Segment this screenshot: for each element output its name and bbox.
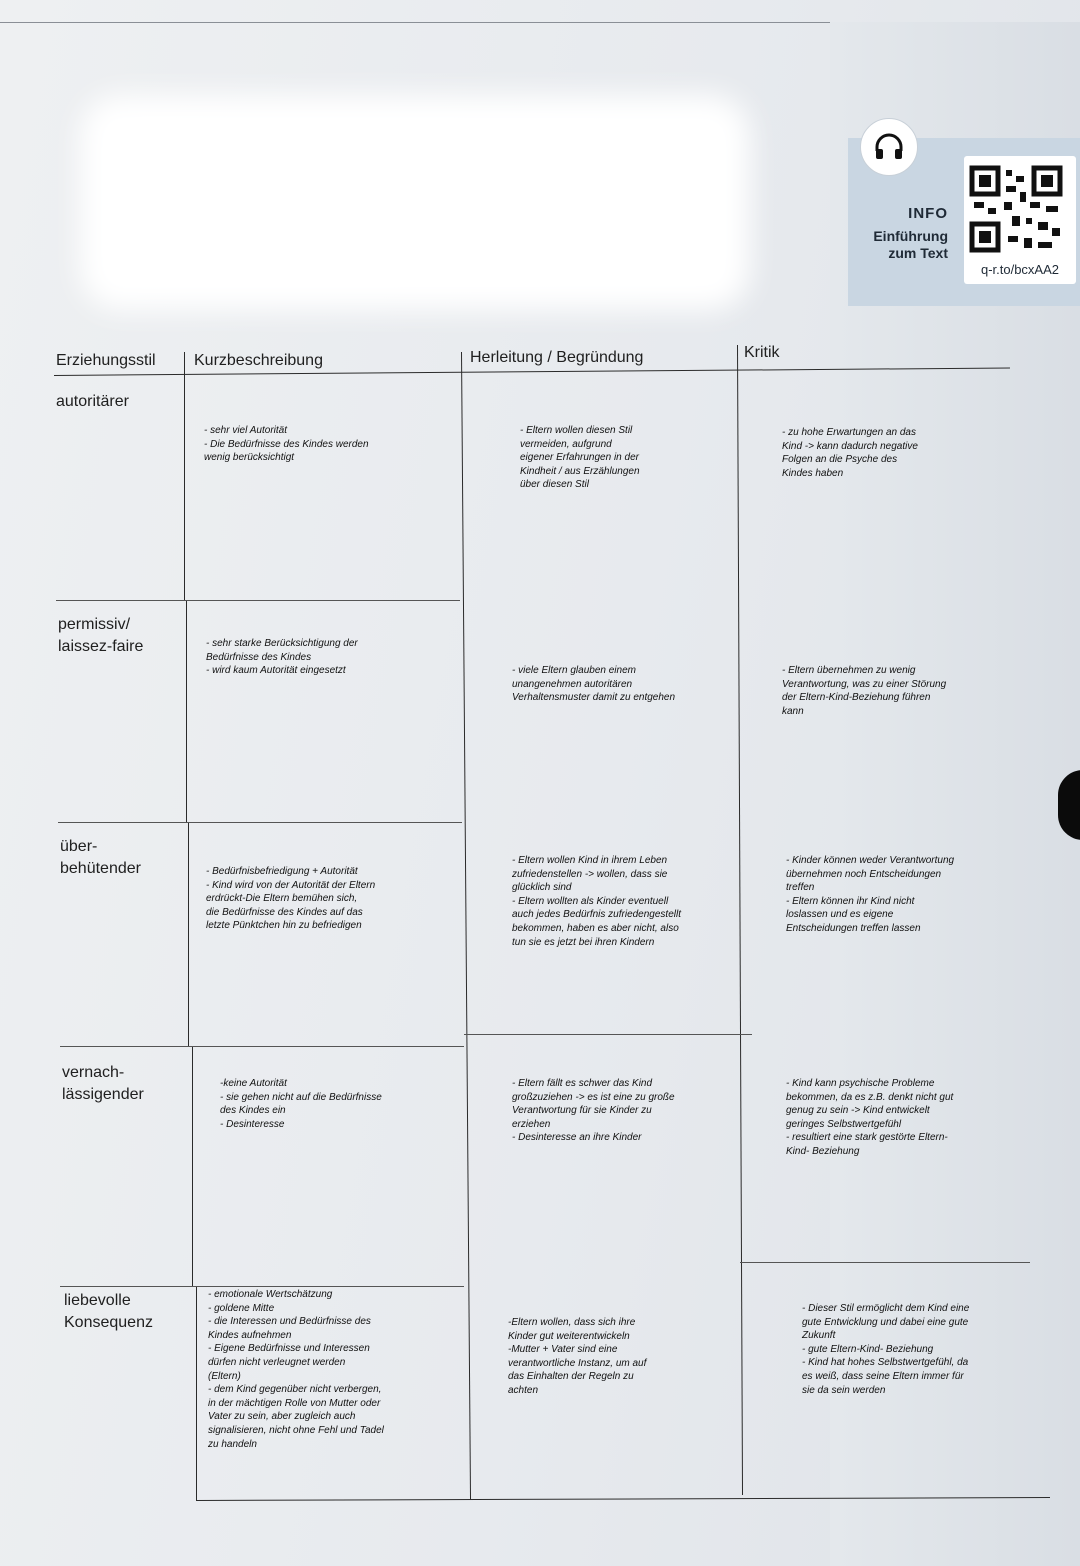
row-rule-3b — [464, 1034, 752, 1035]
cell-ueberbehuetend-kritik: - Kinder können weder Verantwortung übernehmen noch Entscheidungen treffen - Eltern können ihr Kind nicht loslassen und es eigene Entscheidungen treffen lassen — [786, 855, 955, 934]
qr-url[interactable]: q-r.to/bcxAA2 — [980, 262, 1060, 277]
cell-vernachlaessigend-kurz: -keine Autorität - sie gehen nicht auf die Bedürfnisse des Kindes ein - Desinteresse — [220, 1078, 382, 1130]
row-rule-3a — [60, 1046, 464, 1047]
cell-permissiv-herleitung: - viele Eltern glauben einem unangenehmen autoritären Verhaltensmuster damit zu entgehen — [512, 665, 676, 704]
style-label-autoritaer: autoritärer — [56, 393, 129, 410]
cell-autoritaer-kritik: - zu hohe Erwartungen an das Kind -> kann dadurch negative Folgen an die Psyche des Kindes haben — [782, 427, 918, 479]
row-rule-4b — [740, 1262, 1030, 1263]
style-label-permissiv: permissiv/ laissez-faire — [58, 616, 144, 655]
cell-permissiv-kurz: - sehr starke Berücksichtigung der Bedürfnisse des Kindes - wird kaum Autorität eingesetzt — [206, 638, 358, 677]
column-divider-1b — [186, 600, 187, 822]
cell-ueberbehuetend-herleitung: - Eltern wollen Kind in ihrem Leben zufriedenstellen -> wollen, dass sie glücklich sind - Eltern wollten als Kinder eventuell auch jedes Bedürfnis zufriedengestellt bekommen, haben es aber nicht, also tun sie es jetzt bei ihren Kindern — [512, 855, 681, 948]
cell-permissiv-kritik: - Eltern übernehmen zu wenig Verantwortung, was zu einer Störung der Eltern-Kind-Beziehung führen kann — [782, 665, 947, 717]
style-label-vernachlaessigend: vernach- lässigender — [62, 1064, 144, 1103]
style-label-ueberbehuetend: über- behütender — [60, 838, 141, 877]
cell-ueberbehuetend-kurz: - Bedürfnisbefriedigung + Autorität - Kind wird von der Autorität der Eltern erdrückt-Die Eltern bemühen sich, die Bedürfnisse des Kindes auf das letzte Pünktchen hin zu befriedigen — [206, 866, 376, 932]
headphones-icon[interactable] — [860, 118, 918, 176]
redacted-area — [80, 95, 750, 310]
cell-vernachlaessigend-kritik: - Kind kann psychische Probleme bekommen, da es z.B. denkt nicht gut genug zu sein -> Kind entwickelt geringes Selbstwertgefühl - resultiert eine stark gestörte Eltern- Kind- Beziehung — [786, 1078, 954, 1157]
header-kurzbeschreibung: Kurzbeschreibung — [194, 352, 323, 369]
column-divider-1a — [184, 352, 185, 600]
cell-vernachlaessigend-herleitung: - Eltern fällt es schwer das Kind großzuziehen -> es ist eine zu große Verantwortung für sie Kinder zu erziehen - Desinteresse an ihre Kinder — [512, 1078, 675, 1144]
row-rule-4a — [60, 1286, 464, 1287]
row-rule-1a — [56, 600, 460, 601]
info-subtitle: Einführung zum Text — [873, 228, 948, 261]
row-rule-2a — [58, 822, 462, 823]
cell-konsequenz-herleitung: -Eltern wollen, dass sich ihre Kinder gut weiterentwickeln -Mutter + Vater sind eine verantwortliche Instanz, um auf das Einhalten der Regeln zu achten — [508, 1317, 647, 1396]
header-kritik: Kritik — [744, 344, 780, 361]
header-erziehungsstil: Erziehungsstil — [56, 352, 156, 369]
style-label-liebevolle-konsequenz: liebevolle Konsequenz — [64, 1292, 153, 1331]
column-divider-1d — [192, 1046, 193, 1286]
cell-autoritaer-kurz: - sehr viel Autorität - Die Bedürfnisse des Kindes werden wenig berücksichtigt — [204, 425, 369, 464]
column-divider-1e — [196, 1286, 197, 1500]
cell-autoritaer-herleitung: - Eltern wollen diesen Stil vermeiden, aufgrund eigener Erfahrungen in der Kindheit / aus Erzählungen über diesen Stil — [520, 425, 640, 491]
cell-konsequenz-kurz: - emotionale Wertschätzung - goldene Mitte - die Interessen und Bedürfnisse des Kindes aufnehmen - Eigene Bedürfnisse und Interessen dürfen nicht verleugnet werden (Eltern) - dem Kind gegenüber nicht verbergen, in der mächtigen Rolle von Mutter oder Vater zu sein, aber zugleich auch signalisieren, nicht ohne Fehl und Tadel zu handeln — [208, 1289, 384, 1450]
header-herleitung: Herleitung / Begründung — [470, 349, 644, 366]
info-label: INFO — [908, 205, 948, 222]
column-divider-1c — [188, 822, 189, 1046]
cell-konsequenz-kritik: - Dieser Stil ermöglicht dem Kind eine gute Entwicklung und dabei eine gute Zukunft - gute Eltern-Kind- Beziehung - Kind hat hohes Selbstwertgefühl, da es weiß, dass seine Eltern immer für sie da sein werden — [802, 1303, 970, 1396]
